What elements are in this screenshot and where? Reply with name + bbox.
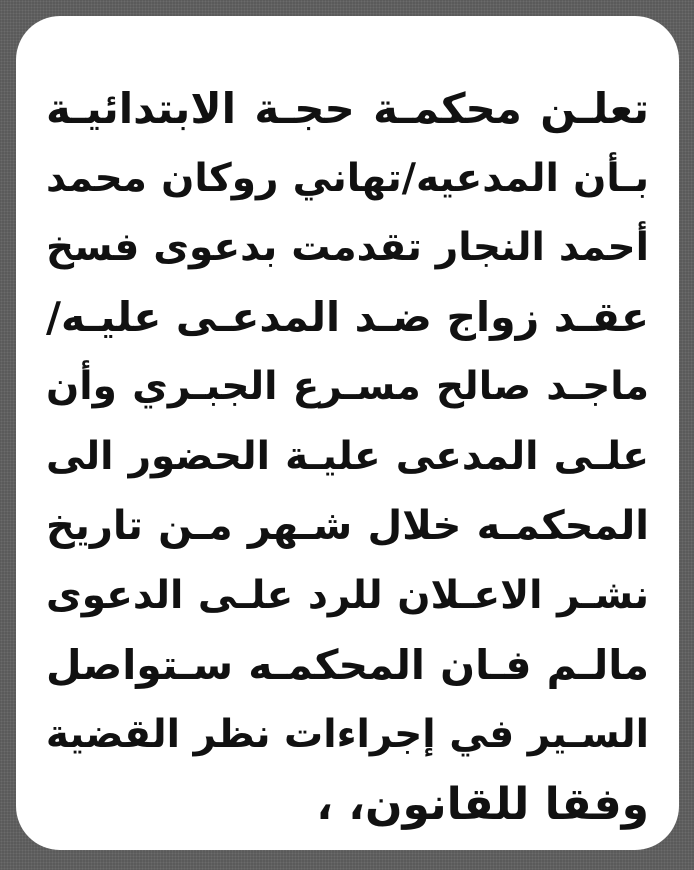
notice-line-8: نشـر الاعـلان للرد علـى الدعوى xyxy=(46,573,649,619)
notice-line-9: مالـم فـان المحكمـه سـتواصل xyxy=(46,640,649,689)
notice-line-11: وفقا للقانون، ، xyxy=(316,778,649,830)
notice-line-2: بـأن المدعيه/تهاني روكان محمد xyxy=(46,155,649,201)
notice-line-4: عقـد زواج ضـد المدعـى عليـه/ xyxy=(46,292,649,341)
notice-line-5: ماجـد صالح مسـرع الجبـري وأن xyxy=(46,364,649,410)
notice-line-1: تعلـن محكمـة حجـة الابتدائيـة xyxy=(46,84,649,133)
notice-line-3: أحمد النجار تقدمت بدعوى فسخ xyxy=(46,225,649,271)
court-notice-text xyxy=(46,74,649,840)
notice-card xyxy=(16,16,679,850)
notice-line-10: السـير في إجراءات نظر القضية xyxy=(45,712,649,758)
notice-line-6: علـى المدعى عليـة الحضور الى xyxy=(46,433,649,479)
notice-line-7: المحكمـه خلال شـهر مـن تاريخ xyxy=(46,502,649,549)
